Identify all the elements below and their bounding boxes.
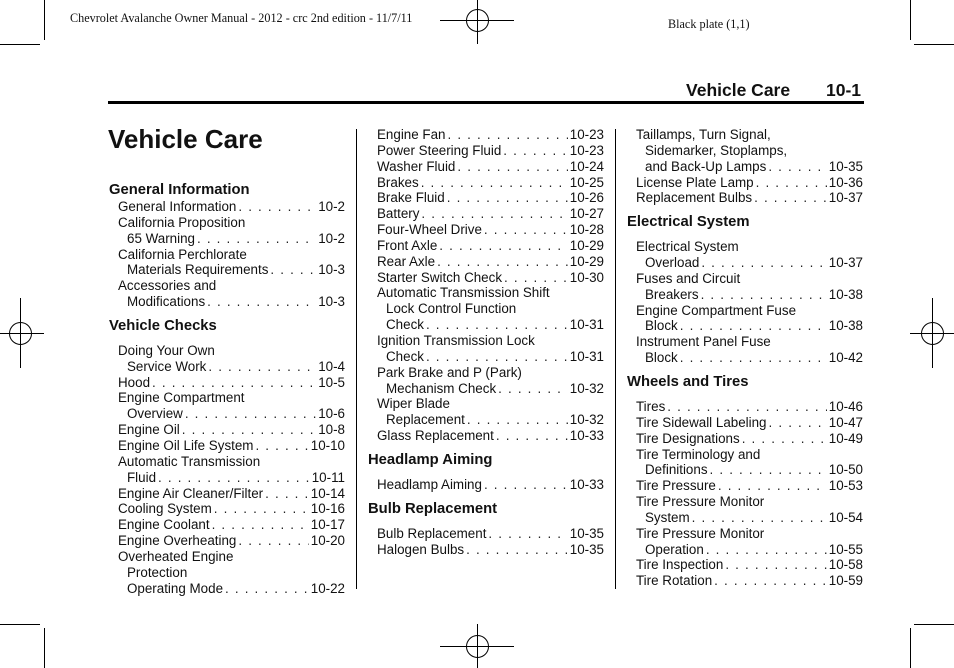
dot-leader — [457, 159, 567, 175]
toc-section-heading: Vehicle Checks — [109, 317, 217, 334]
dot-leader — [710, 462, 827, 478]
dot-leader — [498, 381, 568, 397]
toc-entry-label: Materials Requirements — [127, 262, 269, 278]
dot-leader — [238, 533, 308, 549]
toc-entry[interactable] — [627, 462, 863, 478]
dot-leader — [504, 270, 568, 286]
toc-page-number: 10-10 — [310, 437, 345, 453]
toc-entry[interactable] — [368, 542, 604, 558]
toc-page-number: 10-55 — [828, 541, 863, 557]
toc-entry-line: California Perchlorate — [118, 246, 247, 262]
toc-page-number: 10-53 — [828, 478, 863, 494]
toc-entry[interactable] — [109, 501, 345, 517]
toc-entry-line: Ignition Transmission Lock — [377, 332, 535, 348]
dot-leader — [439, 238, 567, 254]
toc-entry-label: Check — [386, 348, 424, 364]
toc-entry[interactable] — [368, 175, 604, 191]
dot-leader — [692, 510, 827, 526]
crop-mark — [910, 0, 911, 40]
toc-entry[interactable] — [627, 175, 863, 191]
toc-entry[interactable] — [368, 412, 604, 428]
page-title: Vehicle Care — [108, 124, 263, 154]
toc-page-number: 10-33 — [569, 428, 604, 444]
registration-mark-bottom — [440, 624, 514, 668]
toc-entry-label: Front Axle — [377, 237, 438, 253]
crop-mark — [0, 44, 40, 45]
crop-mark — [44, 0, 45, 40]
dot-leader — [265, 486, 309, 502]
toc-entry[interactable] — [368, 317, 604, 333]
toc-entry-line: Engine Compartment — [118, 390, 245, 406]
dot-leader — [185, 406, 316, 422]
toc-page-number: 10-20 — [310, 533, 345, 549]
toc-section-heading: Bulb Replacement — [368, 500, 498, 517]
toc-entry[interactable] — [627, 478, 863, 494]
toc-entry[interactable] — [627, 573, 863, 589]
toc-entry-label: Engine Overheating — [118, 533, 237, 549]
toc-entry-label: Brakes — [377, 174, 419, 190]
toc-entry[interactable] — [109, 294, 345, 310]
dot-leader — [768, 159, 826, 175]
toc-page-number: 10-22 — [310, 580, 345, 596]
toc-page-number: 10-35 — [569, 525, 604, 541]
toc-entry-line: Tire Terminology and — [636, 446, 761, 462]
dot-leader — [484, 477, 568, 493]
toc-entry[interactable] — [627, 159, 863, 175]
toc-entry[interactable] — [368, 222, 604, 238]
toc-entry-label: Engine Oil — [118, 422, 180, 438]
dot-leader — [706, 542, 827, 558]
toc-column-1 — [109, 182, 345, 596]
toc-entry-label: Breakers — [645, 286, 699, 302]
dot-leader — [503, 143, 567, 159]
toc-entry-line: Sidemarker, Stoplamps, — [645, 142, 788, 158]
toc-entry-line: California Proposition — [118, 214, 246, 230]
dot-leader — [208, 359, 316, 375]
toc-section-heading: Wheels and Tires — [627, 373, 749, 390]
toc-entry-label: Engine Coolant — [118, 517, 210, 533]
toc-entry[interactable] — [109, 581, 345, 597]
dot-leader — [680, 318, 827, 334]
dot-leader — [754, 190, 827, 206]
print-slug: Chevrolet Avalanche Owner Manual - 2012 - crc 2nd edition - 11/7/11 — [70, 11, 413, 25]
toc-entry-label: and Back-Up Lamps — [645, 158, 767, 174]
toc-entry-label: Glass Replacement — [377, 428, 494, 444]
toc-page-number: 10-46 — [828, 398, 863, 414]
toc-entry[interactable] — [627, 510, 863, 526]
toc-entry-label: Block — [645, 318, 678, 334]
dot-leader — [182, 422, 316, 438]
toc-entry[interactable] — [627, 350, 863, 366]
toc-entry-label: Service Work — [127, 358, 207, 374]
dot-leader — [667, 399, 826, 415]
toc-page-number: 10-14 — [310, 485, 345, 501]
column-divider — [356, 129, 357, 589]
toc-entry-line: Park Brake and P (Park) — [377, 364, 522, 380]
toc-page-number: 10-36 — [828, 174, 863, 190]
toc-page-number: 10-50 — [828, 462, 863, 478]
dot-leader — [270, 262, 316, 278]
crop-mark — [44, 628, 45, 668]
toc-entry-label: License Plate Lamp — [636, 174, 754, 190]
toc-entry-label: Definitions — [645, 462, 708, 478]
dot-leader — [158, 470, 310, 486]
toc-entry[interactable] — [109, 422, 345, 438]
dot-leader — [447, 190, 568, 206]
toc-page-number: 10-58 — [828, 557, 863, 573]
toc-entry-label: Washer Fluid — [377, 158, 456, 174]
registration-mark-right — [910, 298, 954, 368]
toc-entry-label: Tire Pressure — [636, 478, 716, 494]
toc-entry[interactable] — [109, 470, 345, 486]
toc-section-heading: Electrical System — [627, 214, 750, 231]
toc-page-number: 10-33 — [569, 476, 604, 492]
toc-entry-line: Instrument Panel Fuse — [636, 334, 771, 350]
toc-entry[interactable] — [109, 533, 345, 549]
toc-entry-label: Four-Wheel Drive — [377, 222, 482, 238]
dot-leader — [701, 287, 827, 303]
dot-leader — [756, 175, 827, 191]
dot-leader — [496, 428, 568, 444]
toc-page-number: 10-3 — [318, 294, 345, 310]
dot-leader — [255, 438, 308, 454]
toc-entry[interactable] — [109, 262, 345, 278]
toc-entry-label: Brake Fluid — [377, 190, 445, 206]
toc-page-number: 10-30 — [569, 269, 604, 285]
dot-leader — [484, 222, 568, 238]
toc-page-number: 10-4 — [318, 358, 345, 374]
toc-entry-label: Halogen Bulbs — [377, 541, 465, 557]
toc-entry-label: General Information — [118, 199, 237, 214]
toc-entry-label: Cooling System — [118, 501, 212, 517]
toc-entry-line: Taillamps, Turn Signal, — [636, 127, 771, 142]
toc-entry[interactable] — [368, 526, 604, 542]
registration-mark-left — [0, 298, 44, 368]
toc-entry[interactable] — [627, 399, 863, 415]
toc-entry-label: Operation — [645, 541, 704, 557]
toc-entry[interactable] — [109, 438, 345, 454]
toc-page-number: 10-42 — [828, 350, 863, 366]
toc-entry[interactable] — [627, 255, 863, 271]
toc-page-number: 10-35 — [569, 541, 604, 557]
dot-leader — [426, 317, 568, 333]
dot-leader — [437, 254, 568, 270]
toc-entry-line: Fuses and Circuit — [636, 270, 741, 286]
toc-entry[interactable] — [109, 517, 345, 533]
toc-page-number: 10-17 — [310, 517, 345, 533]
toc-entry-label: Engine Fan — [377, 127, 446, 142]
toc-entry-label: Engine Oil Life System — [118, 437, 254, 453]
toc-entry[interactable] — [627, 287, 863, 303]
dot-leader — [769, 415, 827, 431]
toc-entry-label: Headlamp Aiming — [377, 476, 482, 492]
toc-page-number: 10-29 — [569, 237, 604, 253]
toc-entry[interactable] — [368, 477, 604, 493]
toc-entry-line: Doing Your Own — [118, 342, 215, 358]
toc-entry[interactable] — [627, 190, 863, 206]
toc-entry-line: Tire Pressure Monitor — [636, 525, 765, 541]
toc-entry[interactable] — [109, 486, 345, 502]
toc-entry[interactable] — [368, 254, 604, 270]
toc-entry-label: Tire Rotation — [636, 573, 713, 589]
header-rule — [108, 101, 864, 104]
toc-entry[interactable] — [368, 159, 604, 175]
toc-page-number: 10-38 — [828, 318, 863, 334]
toc-entry-label: Engine Air Cleaner/Filter — [118, 485, 264, 501]
toc-entry[interactable] — [627, 542, 863, 558]
toc-page-number: 10-26 — [569, 190, 604, 206]
toc-entry-label: Replacement — [386, 412, 465, 428]
toc-entry[interactable] — [368, 190, 604, 206]
toc-entry-label: Fluid — [127, 469, 157, 485]
toc-entry[interactable] — [627, 557, 863, 573]
toc-page-number: 10-16 — [310, 501, 345, 517]
dot-leader — [197, 231, 316, 247]
toc-entry-label: 65 Warning — [127, 230, 195, 246]
dot-leader — [718, 478, 827, 494]
crop-mark — [0, 624, 40, 625]
plate-label: Black plate (1,1) — [668, 17, 750, 31]
toc-page-number: 10-11 — [311, 469, 345, 485]
dot-leader — [212, 517, 309, 533]
toc-entry-line: Wiper Blade — [377, 396, 450, 412]
toc-entry-line: Lock Control Function — [386, 301, 517, 317]
toc-page-number: 10-37 — [828, 255, 863, 271]
toc-entry[interactable] — [368, 238, 604, 254]
dot-leader — [421, 206, 567, 222]
toc-entry-label: Mechanism Check — [386, 380, 497, 396]
toc-entry[interactable] — [368, 428, 604, 444]
dot-leader — [225, 581, 309, 597]
toc-page-number: 10-2 — [318, 230, 345, 246]
toc-entry[interactable] — [368, 270, 604, 286]
toc-entry[interactable] — [109, 359, 345, 375]
toc-page-number: 10-25 — [569, 174, 604, 190]
toc-page-number: 10-37 — [828, 190, 863, 206]
toc-entry-line: Engine Compartment Fuse — [636, 302, 797, 318]
toc-entry-label: Rear Axle — [377, 253, 436, 269]
toc-entry-label: Overload — [645, 255, 700, 271]
toc-page-number: 10-32 — [569, 380, 604, 396]
toc-entry[interactable] — [109, 375, 345, 391]
toc-entry-label: Power Steering Fluid — [377, 142, 502, 158]
toc-page-number: 10-49 — [828, 430, 863, 446]
column-divider — [615, 129, 616, 589]
toc-entry-label: Bulb Replacement — [377, 525, 487, 541]
toc-page-number: 10-28 — [569, 222, 604, 238]
dot-leader — [725, 557, 826, 573]
toc-page-number: 10-3 — [318, 262, 345, 278]
toc-entry[interactable] — [109, 199, 345, 215]
dot-leader — [238, 199, 316, 215]
toc-page-number: 10-2 — [318, 199, 345, 214]
toc-page-number: 10-32 — [569, 412, 604, 428]
toc-page-number: 10-23 — [569, 127, 604, 142]
registration-mark-top — [440, 0, 514, 44]
toc-entry-line: Automatic Transmission — [118, 453, 261, 469]
toc-entry-label: Replacement Bulbs — [636, 190, 753, 206]
toc-entry-label: Operating Mode — [127, 580, 224, 596]
toc-page-number: 10-24 — [569, 158, 604, 174]
toc-page-number: 10-54 — [828, 509, 863, 525]
dot-leader — [426, 349, 568, 365]
toc-page-number: 10-23 — [569, 142, 604, 158]
toc-entry-line: Electrical System — [636, 239, 739, 255]
toc-entry-label: Block — [645, 350, 678, 366]
dot-leader — [207, 294, 316, 310]
toc-page-number: 10-29 — [569, 253, 604, 269]
toc-column-3 — [627, 127, 863, 589]
toc-entry-label: Starter Switch Check — [377, 269, 503, 285]
toc-page-number: 10-31 — [569, 317, 604, 333]
toc-entry-label: Modifications — [127, 294, 206, 310]
toc-entry-label: Tire Sidewall Labeling — [636, 414, 767, 430]
toc-page-number: 10-59 — [828, 573, 863, 589]
toc-section-heading: General Information — [109, 182, 250, 198]
toc-page-number: 10-47 — [828, 414, 863, 430]
toc-page-number: 10-31 — [569, 348, 604, 364]
dot-leader — [152, 375, 316, 391]
toc-entry[interactable] — [368, 206, 604, 222]
toc-entry[interactable] — [627, 318, 863, 334]
toc-entry-line: Tire Pressure Monitor — [636, 494, 765, 510]
toc-entry-label: Battery — [377, 206, 420, 222]
toc-entry[interactable] — [627, 415, 863, 431]
toc-entry-line: Accessories and — [118, 278, 217, 294]
toc-page-number: 10-38 — [828, 286, 863, 302]
toc-entry-label: Check — [386, 317, 424, 333]
dot-leader — [488, 526, 567, 542]
dot-leader — [467, 412, 568, 428]
toc-page-number: 10-6 — [318, 406, 345, 422]
toc-entry-label: Hood — [118, 374, 151, 390]
toc-entry-line: Overheated Engine — [118, 548, 234, 564]
dot-leader — [466, 542, 568, 558]
toc-section-heading: Headlamp Aiming — [368, 451, 493, 468]
toc-entry[interactable] — [109, 406, 345, 422]
dot-leader — [421, 175, 568, 191]
toc-entry[interactable] — [109, 231, 345, 247]
toc-entry-label: Tire Inspection — [636, 557, 724, 573]
page-number: 10-1 — [826, 80, 862, 100]
toc-page-number: 10-35 — [828, 158, 863, 174]
crop-mark — [914, 624, 954, 625]
toc-entry[interactable] — [368, 381, 604, 397]
toc-entry[interactable] — [627, 431, 863, 447]
crop-mark — [910, 628, 911, 668]
dot-leader — [214, 501, 309, 517]
running-head-section: Vehicle Care — [686, 80, 791, 100]
toc-page-number: 10-5 — [318, 374, 345, 390]
dot-leader — [448, 127, 568, 143]
toc-page-number: 10-27 — [569, 206, 604, 222]
toc-entry-label: Overview — [127, 406, 183, 422]
toc-entry[interactable] — [368, 143, 604, 159]
toc-entry-line: Automatic Transmission Shift — [377, 285, 550, 301]
dot-leader — [742, 431, 827, 447]
toc-entry-label: System — [645, 509, 690, 525]
toc-page-number: 10-8 — [318, 422, 345, 438]
toc-entry[interactable] — [368, 127, 604, 143]
dot-leader — [680, 350, 827, 366]
toc-entry-line: Protection — [127, 564, 188, 580]
toc-entry-label: Tire Designations — [636, 430, 740, 446]
crop-mark — [914, 44, 954, 45]
toc-entry[interactable] — [368, 349, 604, 365]
dot-leader — [714, 573, 827, 589]
toc-entry-label: Tires — [636, 398, 666, 414]
toc-column-2 — [368, 127, 604, 557]
dot-leader — [701, 255, 826, 271]
